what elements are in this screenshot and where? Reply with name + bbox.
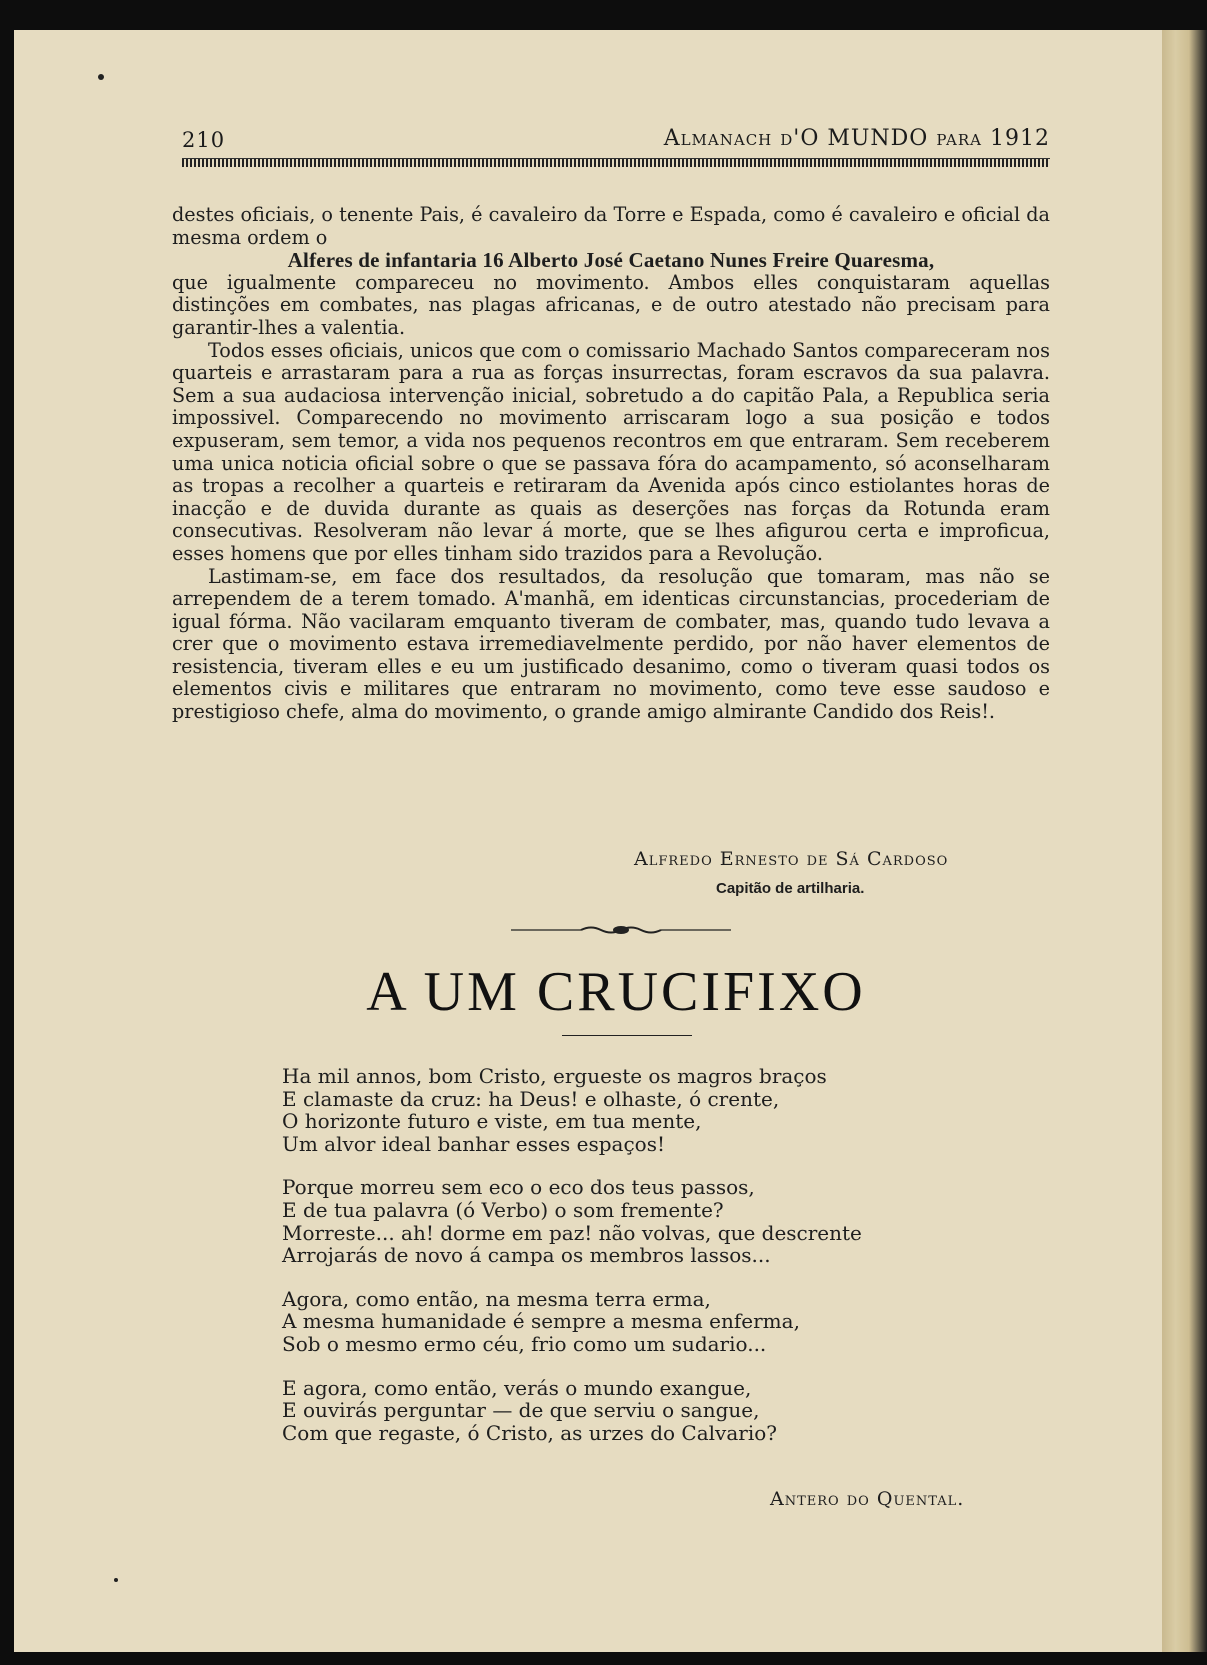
- poem-line: Porque morreu sem eco o eco dos teus passos,: [282, 1175, 755, 1200]
- running-header: [182, 100, 1050, 152]
- print-speck: [98, 74, 104, 80]
- poem-line: E de tua palavra (ó Verbo) o som fremente?: [282, 1197, 724, 1222]
- poem-stanza: [282, 1176, 1082, 1266]
- signature-rank: Capitão de artilharia.: [716, 880, 865, 897]
- poem-line: Um alvor ideal banhar esses espaços!: [282, 1131, 665, 1156]
- paragraph-1: [172, 204, 1050, 340]
- poem-line: O horizonte futuro e viste, em tua mente,: [282, 1109, 702, 1134]
- officer-name: Alferes de infantaria 16 Alberto José Caetano Nunes Freire Quaresma,: [287, 248, 935, 273]
- poem-title-rule: [562, 1035, 692, 1036]
- print-speck: [114, 1578, 118, 1582]
- signature: Alfredo Ernesto de Sá Cardoso: [634, 848, 949, 870]
- poem-line: E clamaste da cruz: ha Deus! e olhaste, ó crente,: [282, 1086, 780, 1111]
- poem-line: Ha mil annos, bom Cristo, ergueste os magros braços: [282, 1064, 827, 1088]
- poem-line: A mesma humanidade é sempre a mesma enferma,: [282, 1309, 800, 1334]
- poem-line: E agora, como então, verás o mundo exangue,: [282, 1375, 752, 1400]
- page: [14, 30, 1176, 1652]
- poem-title: A UM CRUCIFIXO: [366, 961, 866, 1023]
- poem-line: E ouvirás perguntar — de que serviu o sangue,: [282, 1398, 760, 1423]
- page-edge: [1162, 30, 1207, 1652]
- poem-author: Antero do Quental.: [770, 1488, 965, 1510]
- paragraph-1-lead: destes oficiais, o tenente Pais, é cavaleiro da Torre e Espada, como é cavaleiro e oficial da mesma ordem o: [172, 203, 1050, 249]
- page-number: 210: [182, 128, 226, 152]
- poem-line: Morreste... ah! dorme em paz! não volvas, que descrente: [282, 1220, 862, 1245]
- article-body: [172, 204, 1050, 724]
- poem-stanza: [282, 1065, 1082, 1155]
- ornament-divider: [511, 923, 731, 937]
- paragraph-3: Lastimam-se, em face dos resultados, da resolução que tomaram, mas não se arrependem de a terem tomado. A'manhã, em identicas circunstancias, procederiam de igual fórma. Não vacilaram emquanto tiveram de combater, mas, quando tudo levava a crer que o movimento estava irremediavelmente perdido, por não haver elementos de resistencia, tiveram elles e eu um justificado desanimo, como o tiveram quasi todos os elementos civis e militares que entraram no movimento, como teve esse saudoso e prestigioso chefe, alma do movimento, o grande amigo almirante Candido dos Reis!.: [172, 564, 1050, 724]
- header-title: Almanach d'O MUNDO para 1912: [663, 126, 1050, 151]
- poem-body: [282, 1065, 1082, 1465]
- header-rule: [182, 158, 1050, 167]
- poem-line: Com que regaste, ó Cristo, as urzes do Calvario?: [282, 1420, 777, 1445]
- poem-line: Arrojarás de novo á campa os membros lassos...: [282, 1243, 771, 1268]
- poem-stanza: [282, 1377, 1082, 1445]
- paragraph-1-tail: que igualmente compareceu no movimento. Ambos elles conquistaram aquellas distinções em combates, nas plagas africanas, e de outro atestado não precisam para garantir-lhes a valentia.: [172, 270, 1050, 339]
- paragraph-2: Todos esses oficiais, unicos que com o comissario Machado Santos compareceram nos quarteis e arrastaram para a rua as forças insurrectas, foram escravos da sua palavra. Sem a sua audaciosa intervenção inicial, sobretudo a do capitão Pala, a Republica seria impossivel. Comparecendo no movimento arriscaram logo a sua posição e todos expuseram, sem temor, a vida nos pequenos recontros em que entraram. Sem receberem uma unica noticia oficial sobre o que se passava fóra do acampamento, só aconselharam as tropas a recolher a quarteis e retiraram da Avenida após cinco estiolantes horas de inacção e de duvida durante as quais as deserções nas forças da Rotunda eram consecutivas. Resolveram não levar á morte, que se lhes afigurou certa e improficua, esses homens que por elles tinham sido trazidos para a Revolução.: [172, 338, 1050, 565]
- poem-stanza: [282, 1288, 1082, 1356]
- poem-line: Sob o mesmo ermo céu, frio como um sudario...: [282, 1331, 767, 1356]
- poem-line: Agora, como então, na mesma terra erma,: [282, 1286, 711, 1311]
